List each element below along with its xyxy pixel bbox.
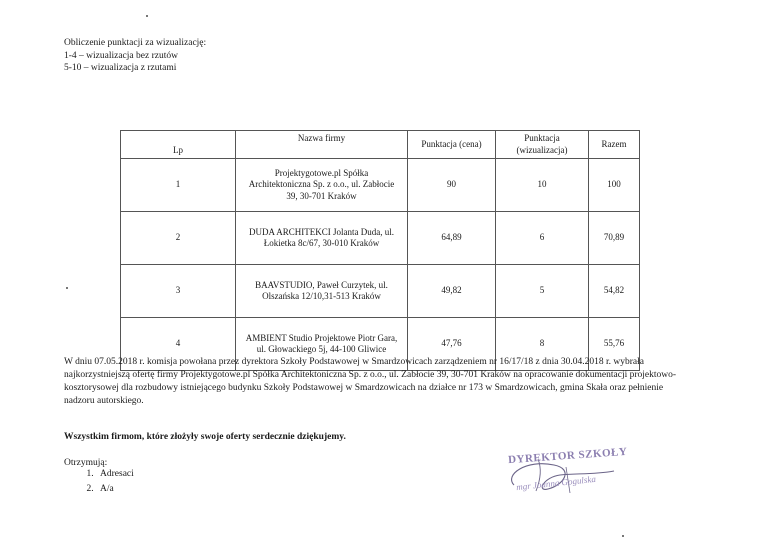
table-header-row bbox=[121, 131, 640, 159]
director-stamp bbox=[496, 445, 636, 505]
cell-visual: 5 bbox=[496, 265, 589, 318]
scoring-rule-1: 1-4 – wizualizacja bez rzutów bbox=[64, 50, 178, 61]
cell-visual: 6 bbox=[496, 212, 589, 265]
cell-lp: 4 bbox=[121, 318, 236, 371]
firm-line: 39, 30-701 Kraków bbox=[286, 190, 357, 201]
results-table bbox=[120, 130, 640, 371]
firm-line: Łokietka 8c/67, 30-010 Kraków bbox=[263, 238, 380, 248]
cell-visual: 10 bbox=[496, 159, 589, 212]
cell-lp: 2 bbox=[121, 212, 236, 265]
stamp-title: DYREKTOR SZKOŁY bbox=[507, 445, 628, 467]
firm-line: BAAVSTUDIO, Paweł Curzytek, ul. bbox=[255, 279, 388, 290]
cell-firm bbox=[236, 159, 408, 212]
cell-firm bbox=[236, 212, 408, 265]
decision-paragraph bbox=[64, 356, 724, 408]
cell-price: 64,89 bbox=[408, 212, 496, 265]
cell-lp: 3 bbox=[121, 265, 236, 318]
table-row bbox=[121, 159, 640, 212]
cell-visual: 8 bbox=[496, 318, 589, 371]
cell-price: 90 bbox=[408, 159, 496, 212]
thanks-note: Wszystkim firmom, które złożyły swoje oferty serdecznie dziękujemy. bbox=[64, 432, 346, 442]
list-item: 1. Adresaci bbox=[96, 467, 134, 482]
scan-speck bbox=[66, 287, 68, 289]
stamp-name: mgr Joanna Gogulska bbox=[515, 473, 597, 493]
recipients-title: Otrzymują: bbox=[64, 458, 108, 468]
header-visual: Punktacja (wizualizacja) bbox=[496, 131, 589, 159]
cell-firm bbox=[236, 265, 408, 318]
cell-sum: 55,76 bbox=[589, 318, 640, 371]
cell-price: 49,82 bbox=[408, 265, 496, 318]
cell-sum: 54,82 bbox=[589, 265, 640, 318]
firm-line: DUDA ARCHITEKCI Jolanta Duda, ul. bbox=[249, 226, 394, 237]
firm-line: Architektoniczna Sp. z o.o., ul. Zabłocie bbox=[248, 179, 395, 190]
cell-sum: 100 bbox=[589, 159, 640, 212]
firm-line: ul. Głowackiego 5j, 44-100 Gliwice bbox=[256, 344, 387, 354]
decision-line: W dniu 07.05.2018 r. komisja powołana przez dyrektora Szkoły Podstawowej w Smardzowicach zarządzeniem nr 16/17/18 z dnia 30.04.2018 r. wybrała bbox=[64, 357, 644, 367]
cell-price: 47,76 bbox=[408, 318, 496, 371]
table-row bbox=[121, 265, 640, 318]
firm-line: Projektygotowe.pl Spółka bbox=[274, 167, 369, 178]
header-sum: Razem bbox=[589, 131, 640, 159]
decision-line: nadzoru autorskiego. bbox=[64, 396, 144, 406]
header-lp: Lp bbox=[121, 131, 236, 159]
cell-lp: 1 bbox=[121, 159, 236, 212]
firm-line: AMBIENT Studio Projektowe Piotr Gara, bbox=[245, 332, 398, 343]
scoring-rule-2: 5-10 – wizualizacja z rzutami bbox=[64, 63, 177, 73]
decision-line: najkorzystniejszą ofertę firmy Projektygotowe.pl Spółka Architektoniczna Sp. z o.o., ul. Zabłocie 39, 30-701 Kraków na opracowanie dokumentacji projektowo- bbox=[64, 370, 677, 380]
list-item: 2. A/a bbox=[96, 482, 134, 497]
scan-speck bbox=[146, 15, 148, 17]
table-row bbox=[121, 212, 640, 265]
scan-speck bbox=[622, 535, 624, 537]
header-firm: Nazwa firmy bbox=[236, 131, 408, 159]
firm-line: Olszańska 12/10,31-513 Kraków bbox=[262, 291, 381, 301]
scoring-intro-title: Obliczenie punktacji za wizualizację: bbox=[64, 38, 207, 48]
scoring-intro bbox=[64, 37, 206, 75]
header-price: Punktacja (cena) bbox=[408, 131, 496, 159]
cell-sum: 70,89 bbox=[589, 212, 640, 265]
recipients-list bbox=[64, 467, 134, 497]
decision-line: kosztorysowej dla rozbudowy istniejącego budynku Szkoły Podstawowej w Smardzowicach na działce nr 173 w Smardzowicach, gmina Skała oraz pełnienie bbox=[64, 383, 664, 393]
